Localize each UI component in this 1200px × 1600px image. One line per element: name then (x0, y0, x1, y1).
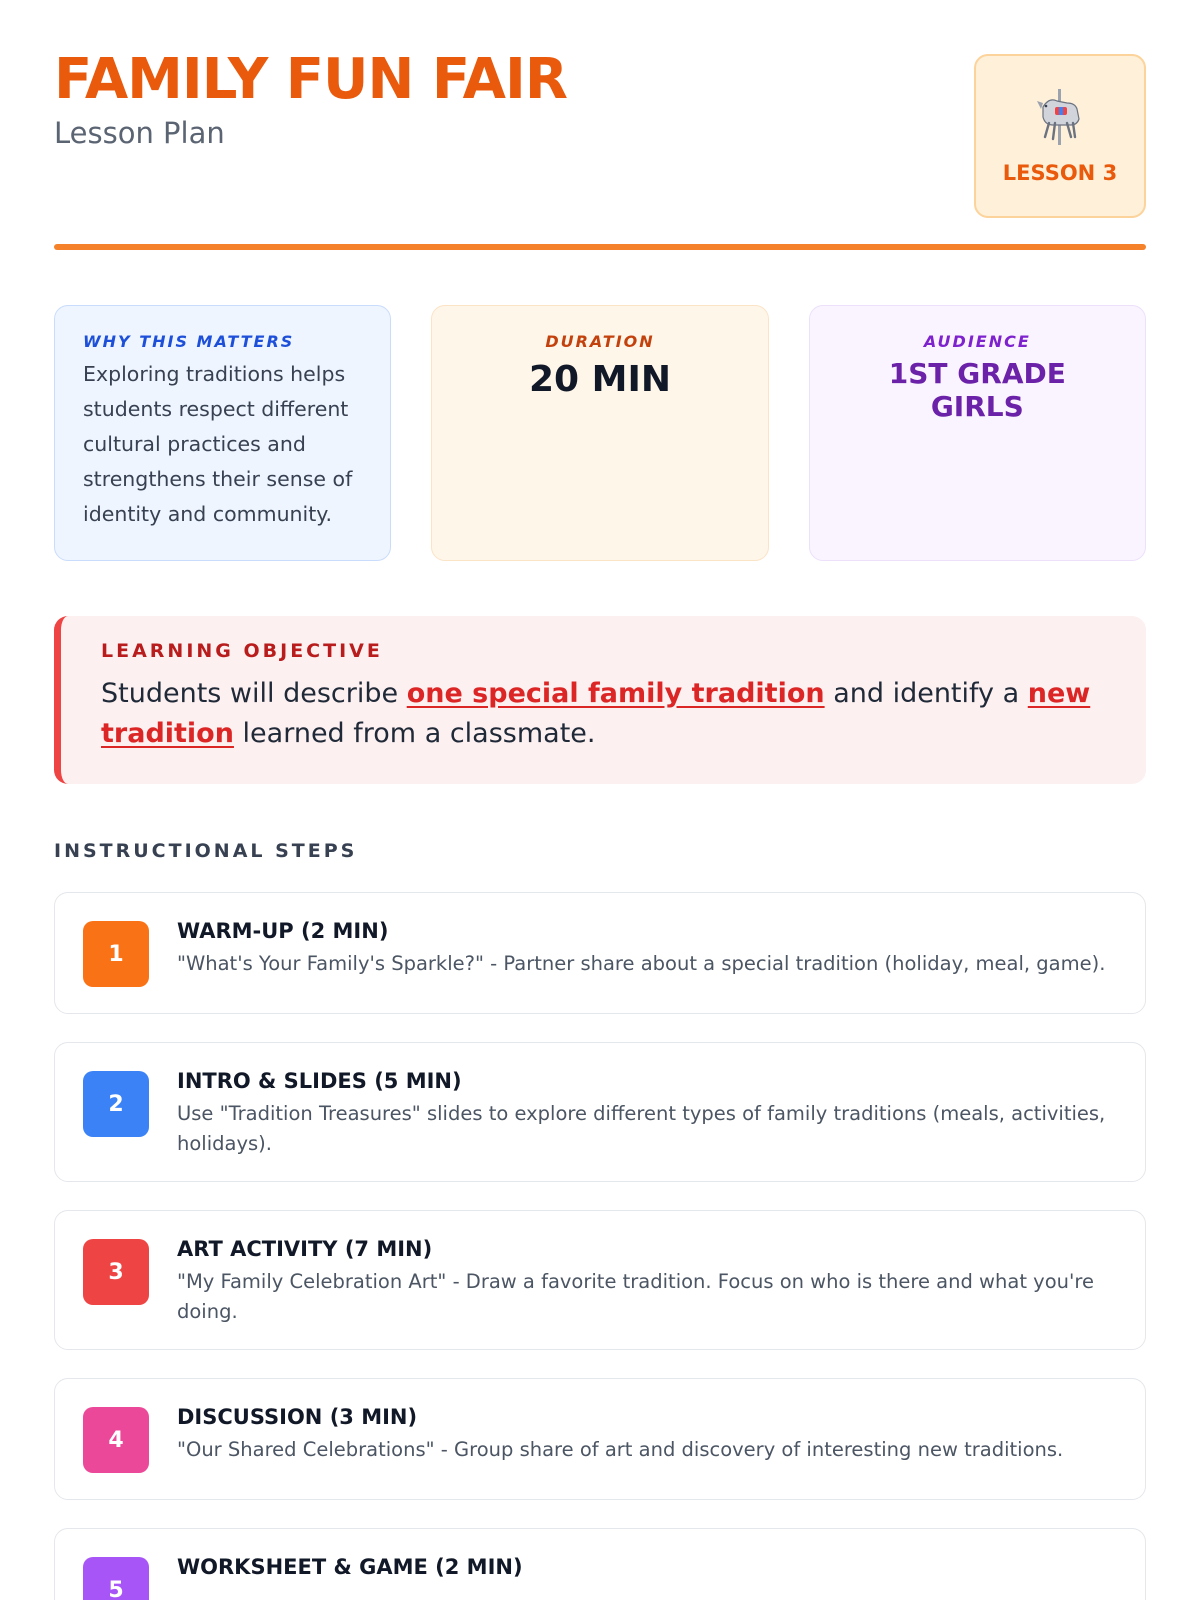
step-number-badge: 5 (83, 1557, 149, 1600)
audience-card (809, 305, 1146, 561)
step-title: WARM-UP (2 MIN) (177, 919, 389, 943)
step-number-badge: 2 (83, 1071, 149, 1137)
step-title: DISCUSSION (3 MIN) (177, 1405, 418, 1429)
duration-value: 20 MIN (529, 359, 671, 400)
objective-part: Students will describe (101, 678, 407, 709)
step-card (54, 1210, 1146, 1350)
info-cards (54, 305, 1146, 561)
step-title: INTRO & SLIDES (5 MIN) (177, 1069, 462, 1093)
why-kicker: WHY THIS MATTERS (83, 332, 295, 351)
instructional-steps (54, 892, 1146, 1600)
objective-highlight: new tradition (101, 678, 1091, 749)
step-description: Use "Tradition Treasures" slides to explore different types of family traditions (meals, activities, holidays). (177, 1102, 1106, 1155)
objective-kicker: LEARNING OBJECTIVE (101, 640, 383, 662)
duration-kicker: DURATION (545, 332, 655, 351)
learning-objective (54, 616, 1146, 784)
objective-part: learned from a classmate. (233, 718, 596, 749)
lesson-number: LESSON 3 (1002, 161, 1118, 185)
objective-text (101, 674, 1106, 754)
step-title: ART ACTIVITY (7 MIN) (177, 1237, 433, 1261)
carousel-horse-icon (1033, 87, 1087, 147)
step-number-badge: 3 (83, 1239, 149, 1305)
why-card (54, 305, 391, 561)
step-card (54, 892, 1146, 1014)
lesson-badge (974, 54, 1146, 218)
objective-highlight: one special family tradition (406, 678, 825, 709)
page-title: FAMILY FUN FAIR (54, 47, 567, 112)
header (54, 0, 1146, 248)
step-card (54, 1528, 1146, 1600)
audience-kicker: AUDIENCE (923, 332, 1031, 351)
step-description: "Our Shared Celebrations" - Group share of art and discovery of interesting new traditions. (177, 1438, 1064, 1461)
objective-part: and identify a (824, 678, 1028, 709)
duration-card (431, 305, 768, 561)
step-card (54, 1378, 1146, 1500)
header-divider (54, 244, 1146, 250)
step-description: "My Family Celebration Art" - Draw a favorite tradition. Focus on who is there and what you're doing. (177, 1270, 1094, 1323)
step-number-badge: 4 (83, 1407, 149, 1473)
steps-heading: INSTRUCTIONAL STEPS (54, 840, 358, 862)
step-title: WORKSHEET & GAME (2 MIN) (177, 1555, 523, 1579)
step-card (54, 1042, 1146, 1182)
page-subtitle: Lesson Plan (54, 116, 225, 150)
step-number-badge: 1 (83, 921, 149, 987)
why-body: Exploring traditions helps students respect different cultural practices and strengthens their sense of identity and community. (83, 362, 353, 526)
step-description: "What's Your Family's Sparkle?" - Partner share about a special tradition (holiday, meal, game). (177, 952, 1106, 975)
audience-value: 1ST GRADE GIRLS (888, 357, 1066, 423)
